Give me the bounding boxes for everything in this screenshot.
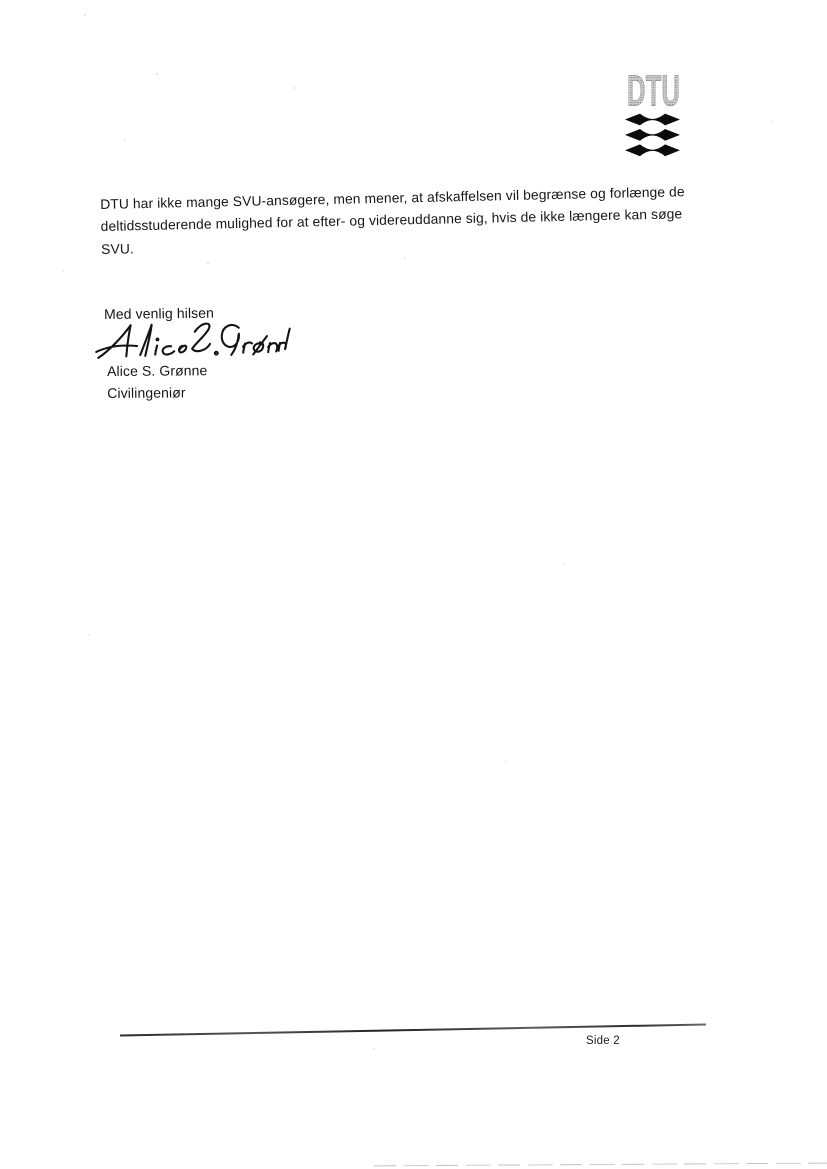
closing-salutation: Med venlig hilsen [104, 304, 215, 322]
signatory-name: Alice S. Grønne [107, 362, 208, 379]
logo-waves-icon [625, 114, 680, 157]
dtu-logo-graphic [624, 71, 682, 159]
handwritten-signature [94, 316, 291, 366]
paragraph-line: deltidsstuderende mulighed for at efter- og videreuddanne sig, hvis de ikke længere kan søge [100, 206, 683, 235]
dtu-logo [624, 71, 682, 159]
signatory-block [107, 360, 208, 404]
paragraph-line: DTU har ikke mange SVU-ansøgere, men mener, at afskaffelsen vil begrænse og forlænge de [100, 184, 685, 212]
logo-letters: DTU [627, 71, 680, 115]
signature-strokes [94, 316, 291, 366]
signatory-title: Civilingeniør [107, 384, 186, 401]
page-number: Side 2 [586, 1035, 620, 1047]
body-paragraph [100, 180, 741, 261]
scan-edge-artifact [374, 1163, 827, 1167]
paragraph-line: SVU. [101, 241, 135, 257]
